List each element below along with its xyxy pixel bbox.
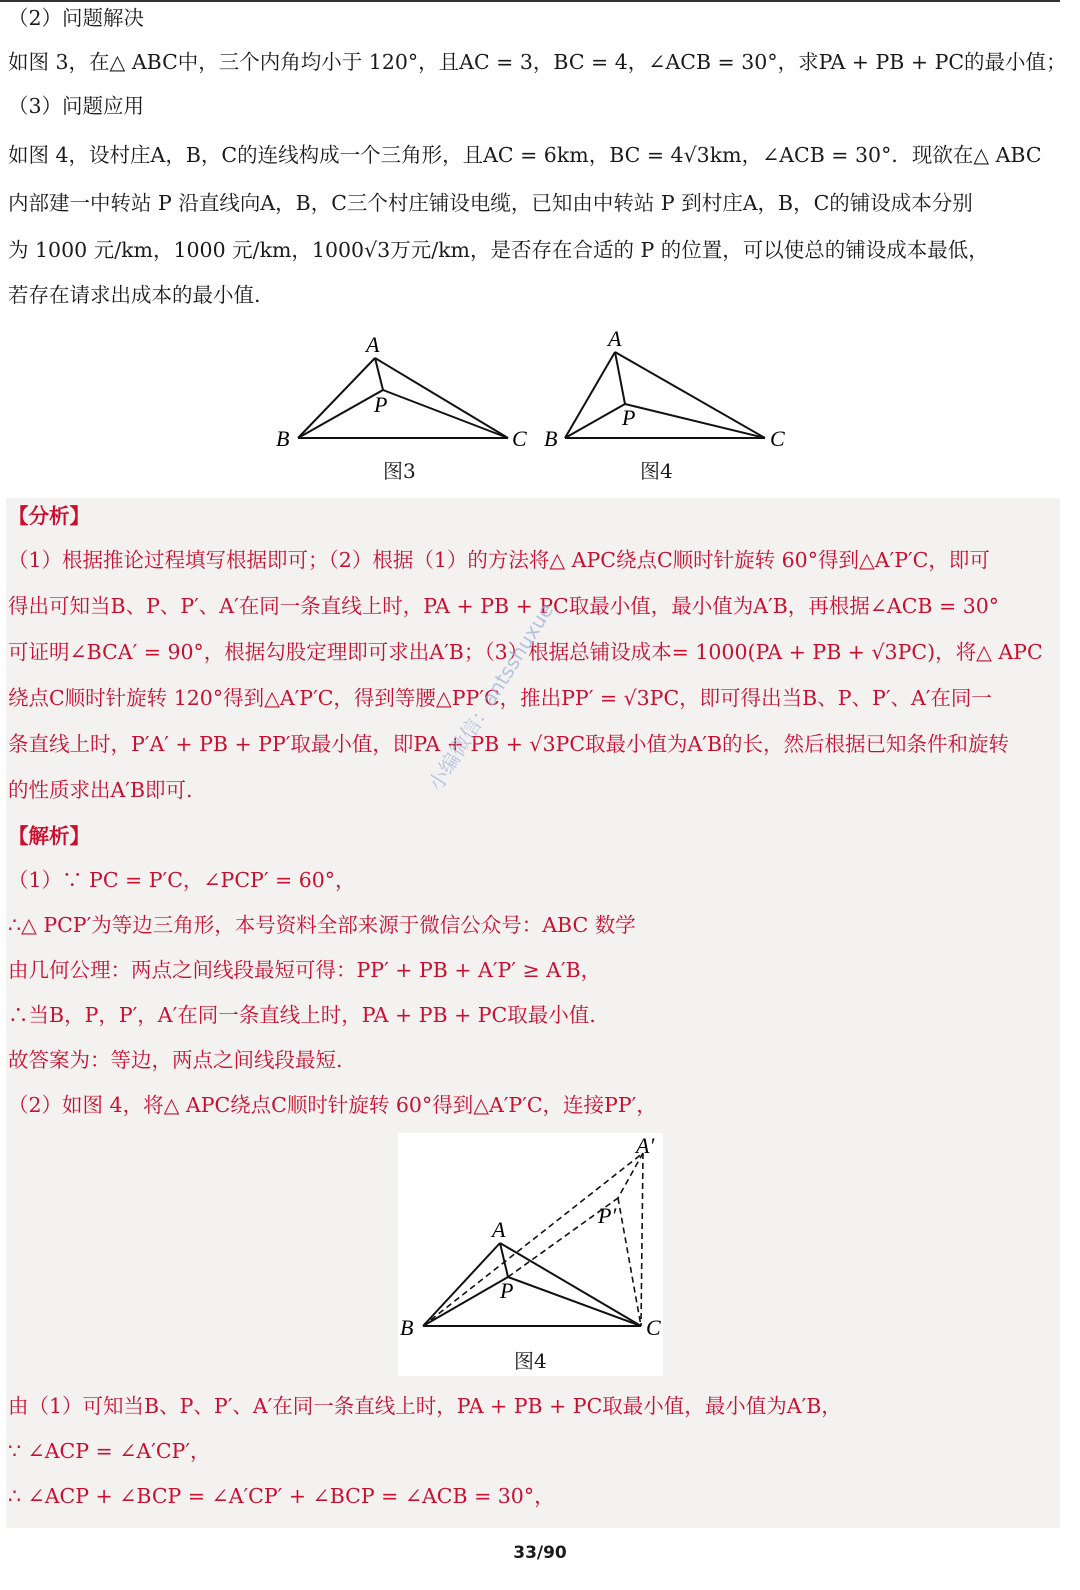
fig3-segment-pc — [383, 390, 508, 438]
fig4b-dashed-a-prime-c — [641, 1153, 643, 1326]
solution-line-5: 故答案为：等边，两点之间线段最短. — [8, 1048, 343, 1072]
fig4-caption: 图4 — [640, 459, 673, 483]
fig4b-segment-pc — [508, 1277, 641, 1326]
fig4b-label-b: B — [400, 1315, 414, 1340]
solution-line-3: 由几何公理：两点之间线段最短可得：PP′ + PB + A′P′ ≥ A′B， — [8, 958, 602, 982]
top-rule — [0, 0, 1060, 2]
fig3-segment-ac — [375, 358, 508, 438]
fig4-segment-ac — [615, 352, 765, 438]
fig4b-segment-ac — [500, 1243, 641, 1326]
part3-line-3: 为 1000 元/km，1000 元/km，1000√3万元/km，是否存在合适的 P 的位置，可以使总的铺设成本最低， — [8, 238, 989, 262]
watermark: 小编微信：antsshuxue — [423, 599, 559, 795]
fig4b-label-a: A — [492, 1217, 506, 1242]
fig4-label-b: B — [544, 426, 558, 451]
fig4-segment-ap — [615, 352, 625, 404]
solution-line-2: ∴△ PCP′为等边三角形，本号资料全部来源于微信公众号：ABC 数学 — [8, 913, 636, 937]
fig3-caption: 图3 — [383, 459, 416, 483]
analysis-line-2: 得出可知当B、P、P′、A′在同一条直线上时，PA + PB + PC取最小值，最小值为A′B，再根据∠ACB = 30° — [8, 594, 1000, 618]
part3-line-2: 内部建一中转站 P 沿直线向A，B，C三个村庄铺设电缆，已知由中转站 P 到村庄A，B，C的铺设成本分别 — [8, 191, 973, 215]
fig4b-caption: 图4 — [514, 1349, 547, 1373]
solution-after-line-1: 由（1）可知当B、P、P′、A′在同一条直线上时，PA + PB + PC取最小值，最小值为A′B， — [8, 1394, 842, 1418]
fig4b-label-a-prime: A′ — [636, 1133, 655, 1158]
fig4b-label-p-prime: P′ — [598, 1203, 617, 1228]
figure-4-rotation — [398, 1133, 663, 1376]
analysis-line-5: 条直线上时，P′A′ + PB + PP′取最小值，即PA + PB + √3PC取最小值为A′B的长，然后根据已知条件和旋转 — [8, 732, 1010, 756]
solution-line-6: （2）如图 4，将△ APC绕点C顺时针旋转 60°得到△A′P′C，连接PP′， — [8, 1093, 657, 1117]
solution-after-line-2: ∵ ∠ACP = ∠A′CP′， — [8, 1439, 211, 1463]
fig4b-dashed-p-prime-c — [618, 1198, 641, 1326]
part3-title: （3）问题应用 — [8, 94, 145, 118]
part3-line-1: 如图 4，设村庄A，B，C的连线构成一个三角形，且AC = 6km，BC = 4√3km，∠ACB = 30°．现欲在△ ABC — [8, 143, 1042, 167]
fig4-label-p: P — [622, 405, 636, 430]
analysis-line-4: 绕点C顺时针旋转 120°得到△A′P′C，得到等腰△PP′C，推出PP′ = √3PC，即可得出当B、P、P′、A′在同一 — [8, 686, 992, 710]
part2-title: （2）问题解决 — [8, 6, 145, 30]
fig4b-label-c: C — [646, 1315, 661, 1340]
analysis-heading: 【分析】 — [8, 504, 90, 528]
fig4b-segment-bp — [423, 1277, 508, 1326]
part3-line-4: 若存在请求出成本的最小值. — [8, 283, 261, 307]
fig3-label-p: P — [374, 392, 388, 417]
page-number: 33/90 — [513, 1543, 567, 1563]
fig3-label-c: C — [512, 426, 527, 451]
solution-line-4: ∴当B，P，P′，A′在同一条直线上时，PA + PB + PC取最小值. — [8, 1003, 596, 1027]
figure-4 — [540, 322, 810, 458]
fig4b-segment-ba — [423, 1243, 500, 1326]
solution-after-line-3: ∴ ∠ACP + ∠BCP = ∠A′CP′ + ∠BCP = ∠ACB = 30°， — [8, 1484, 555, 1508]
analysis-line-3: 可证明∠BCA′ = 90°，根据勾股定理即可求出A′B；（3）根据总铺设成本= 1000(PA + PB + √3PC)，将△ APC — [8, 640, 1043, 664]
fig4-label-c: C — [770, 426, 785, 451]
analysis-line-6: 的性质求出A′B即可. — [8, 778, 193, 802]
fig4b-dashed-a-prime-p-prime — [618, 1153, 643, 1198]
fig4-segment-ba — [565, 352, 615, 438]
fig3-label-a: A — [366, 332, 380, 357]
figure-3 — [270, 328, 540, 458]
part2-text: 如图 3，在△ ABC中，三个内角均小于 120°，且AC = 3，BC = 4，∠ACB = 30°，求PA + PB + PC的最小值； — [8, 50, 1067, 74]
fig3-label-b: B — [276, 426, 290, 451]
figure-4-rotation-box — [398, 1133, 663, 1376]
fig3-segment-bp — [298, 390, 383, 438]
fig4b-dashed-ba-prime — [423, 1153, 643, 1326]
solution-heading: 【解析】 — [8, 824, 90, 848]
fig4b-label-p: P — [500, 1278, 514, 1303]
fig4-segment-pc — [625, 404, 765, 438]
solution-line-1: （1）∵ PC = P′C，∠PCP′ = 60°， — [8, 868, 356, 892]
fig4-label-a: A — [608, 326, 622, 351]
analysis-line-1: （1）根据推论过程填写根据即可；（2）根据（1）的方法将△ APC绕点C顺时针旋转 60°得到△A′P′C，即可 — [8, 548, 990, 572]
fig3-segment-ba — [298, 358, 375, 438]
